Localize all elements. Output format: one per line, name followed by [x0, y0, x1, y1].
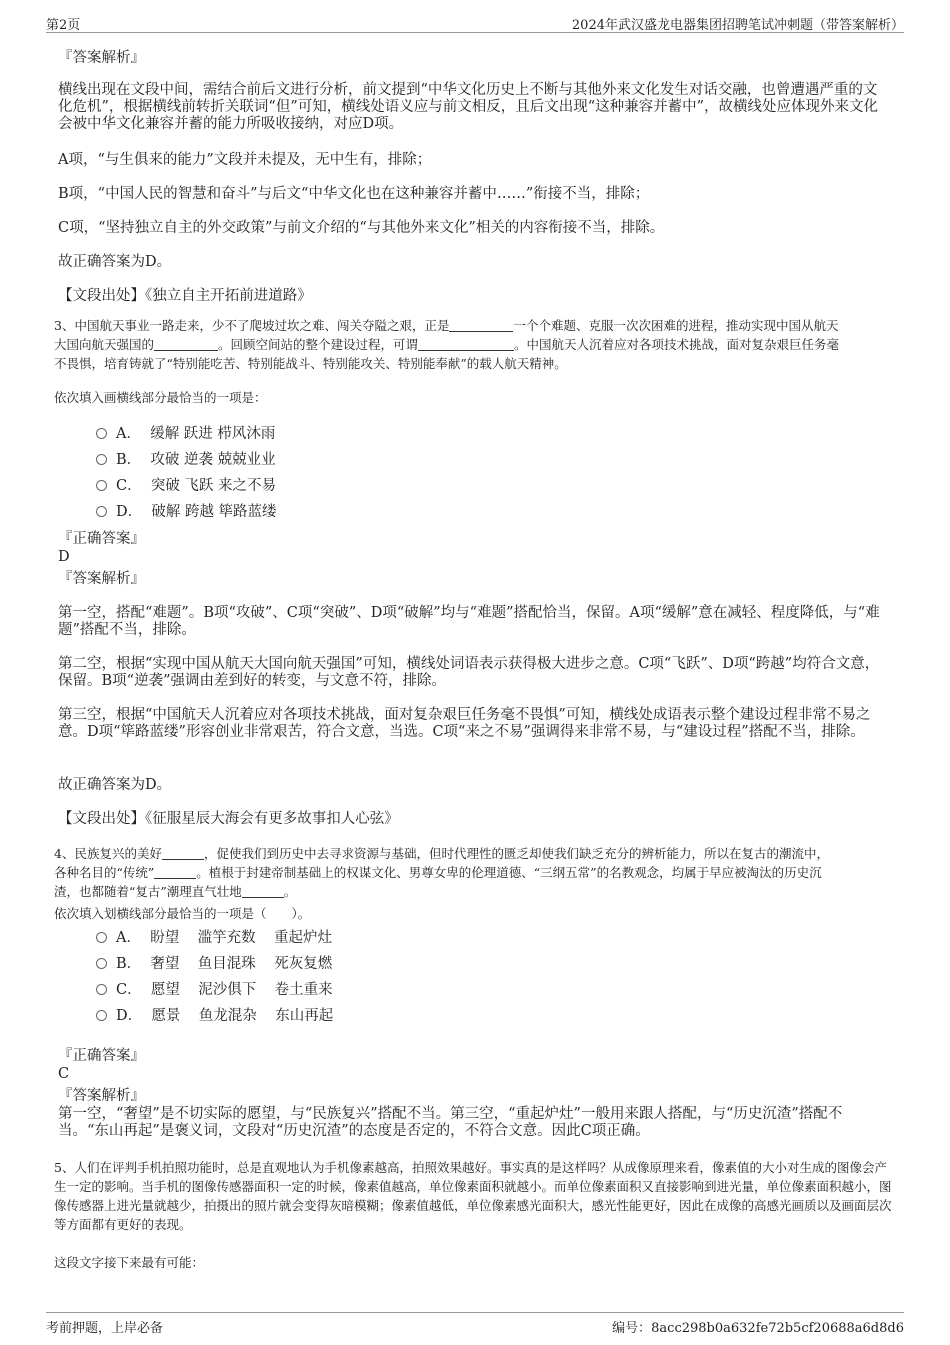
q4-blank-2 [154, 866, 196, 879]
q3-option-b[interactable]: B． 攻破 逆袭 兢兢业业 [96, 451, 276, 469]
q2-analysis-label: 『答案解析』 [58, 50, 145, 66]
q4-option-c[interactable]: C． 愿望 泥沙俱下 卷土重来 [96, 981, 333, 999]
q3-conclusion: 故正确答案为D。 [58, 777, 172, 793]
q2-source: 【文段出处】《独立自主开拓前进道路》 [58, 288, 312, 304]
q3-source: 【文段出处】《征服星辰大海会有更多故事扣人心弦》 [58, 811, 399, 827]
q5-prompt: 这段文字接下来最有可能： [54, 1255, 205, 1270]
footer-slogan: 考前押题，上岸必备 [46, 1321, 164, 1336]
page-header [46, 12, 904, 33]
q3-answer: D [58, 549, 70, 565]
q4-option-d[interactable]: D． 愿景 鱼龙混杂 东山再起 [96, 1007, 333, 1025]
q4-blank-3 [242, 885, 284, 898]
document-id: 编号：8acc298b0a632fe72b5cf20688a6d8d6 [612, 1321, 904, 1336]
page-number: 第2页 [46, 18, 81, 33]
radio-icon[interactable] [96, 506, 107, 517]
q3-option-c[interactable]: C． 突破 飞跃 来之不易 [96, 477, 276, 495]
page-footer [46, 1312, 904, 1336]
q3-blank-1 [449, 319, 513, 332]
radio-icon[interactable] [96, 428, 107, 439]
q3-blank-2 [154, 338, 218, 351]
radio-icon[interactable] [96, 1010, 107, 1021]
q3-option-d[interactable]: D． 破解 跨越 筚路蓝缕 [96, 503, 277, 521]
q4-prompt: 依次填入划横线部分最恰当的一项是（ ）。 [54, 906, 311, 921]
q4-blank-1 [162, 847, 204, 860]
q3-prompt: 依次填入画横线部分最恰当的一项是： [54, 390, 267, 405]
q3-analysis-label: 『答案解析』 [58, 571, 145, 587]
q3-analysis-p1: 第一空，搭配“难题”。B项“攻破”、C项“突破”、D项“破解”均与“难题”搭配恰当，保留。A项“缓解”意在减轻、程度降低，与“难题”搭配不当，排除。 [58, 605, 880, 638]
q4-analysis-p1: 第一空，“奢望”是不切实际的愿望，与“民族复兴”搭配不当。第三空，“重起炉灶”一般用来跟人搭配，与“历史沉渣”搭配不当。“东山再起”是褒义词，文段对“历史沉渣”的态度是否定的，不符合文意。因此C项正确。 [58, 1106, 843, 1139]
q4-answer: C [58, 1066, 70, 1082]
q3-stem: 3、中国航天事业一路走来，少不了爬坡过坎之难、闯关夺隘之艰，正是 一个个难题、克服一次次困难的进程，推动实现中国从航天 大国向航天强国的 。回顾空间站的整个建设过程，可谓 。中国航天人沉着应对各项技术挑战，面对复杂艰巨任务毫 不畏惧，培育铸就了“特别能吃苦、特别能战斗、特别能攻关、特别能奉献”的载人航天精神。 [54, 318, 840, 371]
radio-icon[interactable] [96, 984, 107, 995]
q4-option-a[interactable]: A． 盼望 滥竽充数 重起炉灶 [96, 929, 332, 947]
q2-analysis-p2: A项，“与生俱来的能力”文段并未提及，无中生有，排除； [58, 152, 432, 168]
radio-icon[interactable] [96, 958, 107, 969]
q4-analysis-label: 『答案解析』 [58, 1088, 145, 1104]
q5-stem: 5、人们在评判手机拍照功能时，总是直观地认为手机像素越高，拍照效果越好。事实真的是这样吗？从成像原理来看，像素值的大小对生成的图像会产生一定的影响。当手机的图像传感器面积一定的时候，像素值越高，单位像素面积就越小。而单位像素面积又直接影响到进光量，单位像素面积越小，图像传感器上进光量就越少，拍摄出的照片就会变得灰暗模糊；像素值越低，单位像素感光面积大，感光性能更好，因此在成像的高感光画质以及画面层次等方面都有更好的表现。 [54, 1160, 892, 1232]
q3-answer-label: 『正确答案』 [58, 531, 145, 547]
q4-stem: 4、民族复兴的美好 ，促使我们到历史中去寻求资源与基础，但时代理性的匮乏却使我们缺乏充分的辨析能力，所以在复古的潮流中， 各种名目的“传统” 。植根于封建帝制基础上的权谋文化、男尊女卑的伦理道德、“三纲五常”的名教观念，均属于早应被淘汰的历史沉 渣，也都随着“复古”潮理直气壮地 。 [54, 846, 829, 899]
q2-analysis-p1: 横线出现在文段中间，需结合前后文进行分析，前文提到“中华文化历史上不断与其他外来文化发生对话交融，也曾遭遇严重的文化危机”，根据横线前转折关联词“但”可知，横线处语义应与前文相反，且后文出现“这种兼容并蓄中”，故横线处应体现外来文化会被中华文化兼容并蓄的能力所吸收接纳，对应D项。 [58, 82, 879, 132]
q3-blank-3 [418, 338, 514, 351]
document-title: 2024年武汉盛龙电器集团招聘笔试冲刺题（带答案解析） [571, 18, 904, 33]
radio-icon[interactable] [96, 454, 107, 465]
q3-option-a[interactable]: A． 缓解 跃进 栉风沐雨 [96, 425, 275, 443]
q2-analysis-p3: B项，“中国人民的智慧和奋斗”与后文“中华文化也在这种兼容并蓄中……”衔接不当，排除； [58, 186, 650, 202]
q4-answer-label: 『正确答案』 [58, 1048, 145, 1064]
radio-icon[interactable] [96, 480, 107, 491]
q2-conclusion: 故正确答案为D。 [58, 254, 172, 270]
q4-option-b[interactable]: B． 奢望 鱼目混珠 死灰复燃 [96, 955, 332, 973]
q2-analysis-p4: C项，“坚持独立自主的外交政策”与前文介绍的“与其他外来文化”相关的内容衔接不当，排除。 [58, 220, 665, 236]
radio-icon[interactable] [96, 932, 107, 943]
q3-analysis-p2: 第二空，根据“实现中国从航天大国向航天强国”可知，横线处词语表示获得极大进步之意。C项“飞跃”、D项“跨越”均符合文意，保留。B项“逆袭”强调由差到好的转变，与文意不符，排除。 [58, 656, 880, 689]
q3-analysis-p3: 第三空，根据“中国航天人沉着应对各项技术挑战，面对复杂艰巨任务毫不畏惧”可知，横线处成语表示整个建设过程非常不易之意。D项“筚路蓝缕”形容创业非常艰苦，符合文意，当选。C项“来之不易”强调得来非常不易，与“建设过程”搭配不当，排除。 [58, 707, 871, 740]
